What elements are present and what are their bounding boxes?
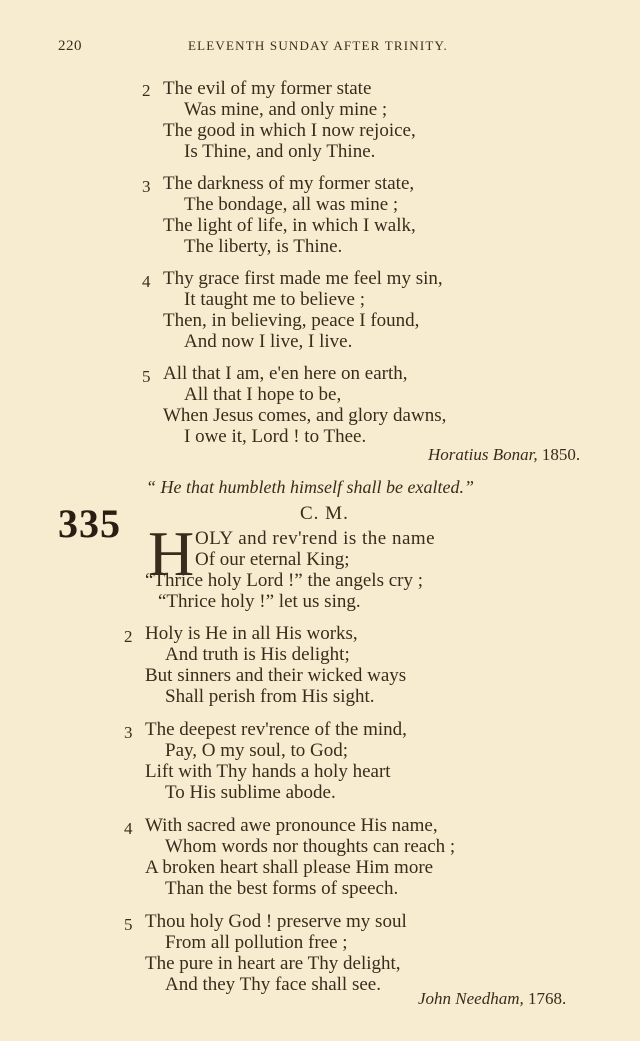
verse-line: The bondage, all was mine ; xyxy=(184,194,399,215)
verse-line: “Thrice holy !” let us sing. xyxy=(158,591,361,612)
verse-line: To His sublime abode. xyxy=(165,782,336,803)
hymn-attribution xyxy=(418,989,566,1009)
verse-line: Pay, O my soul, to God; xyxy=(165,740,348,761)
verse-line: From all pollution free ; xyxy=(165,932,348,953)
stanza-number: 5 xyxy=(142,367,151,386)
author-year: 1768. xyxy=(528,989,567,1008)
verse-line: Was mine, and only mine ; xyxy=(184,99,388,120)
running-title: ELEVENTH SUNDAY AFTER TRINITY. xyxy=(188,38,448,53)
verse-line: Lift with Thy hands a holy heart xyxy=(145,761,391,782)
verse-line: The evil of my former state xyxy=(163,78,372,99)
verse-line: I owe it, Lord ! to Thee. xyxy=(184,426,367,447)
verse-line: Holy is He in all His works, xyxy=(145,623,358,644)
verse-line: The liberty, is Thine. xyxy=(184,236,343,257)
verse-line: Thy grace first made me feel my sin, xyxy=(163,268,443,289)
verse-line: The pure in heart are Thy delight, xyxy=(145,953,401,974)
verse-line: Then, in believing, peace I found, xyxy=(163,310,420,331)
verse-line: Is Thine, and only Thine. xyxy=(184,141,376,162)
stanza-number: 4 xyxy=(142,272,151,291)
stanza-number: 4 xyxy=(124,819,133,838)
verse-line: Thou holy God ! preserve my soul xyxy=(145,911,407,932)
verse-line: When Jesus comes, and glory dawns, xyxy=(163,405,447,426)
verse-line: But sinners and their wicked ways xyxy=(145,665,407,686)
verse-line: Whom words nor thoughts can reach ; xyxy=(165,836,456,857)
verse-line: “Thrice holy Lord !” the angels cry ; xyxy=(145,570,424,591)
verse-line: All that I am, e'en here on earth, xyxy=(163,363,408,384)
hymn-motto: “ He that humbleth himself shall be exalted.” xyxy=(146,477,474,497)
verse-line: Than the best forms of speech. xyxy=(165,878,399,899)
hymn-meter: C. M. xyxy=(300,503,349,524)
verse-line: It taught me to believe ; xyxy=(184,289,365,310)
page-number: 220 xyxy=(58,38,82,54)
verse-line: With sacred awe pronounce His name, xyxy=(145,815,438,836)
verse-line: The light of life, in which I walk, xyxy=(163,215,416,236)
stanza-number: 2 xyxy=(124,627,133,646)
verse-line: The darkness of my former state, xyxy=(163,173,415,194)
verse-line: The good in which I now rejoice, xyxy=(163,120,416,141)
author-year: 1850. xyxy=(541,445,581,464)
hymn-number: 335 xyxy=(58,501,121,546)
stanza-number: 3 xyxy=(124,723,133,742)
verse-line: OLY and rev'rend is the name xyxy=(195,528,436,549)
author-name: John Needham, xyxy=(418,989,524,1008)
verse-line: And truth is His delight; xyxy=(165,644,350,665)
verse-line: Shall perish from His sight. xyxy=(165,686,375,707)
verse-line: And now I live, I live. xyxy=(184,331,353,352)
verse-line: The deepest rev'rence of the mind, xyxy=(145,719,407,740)
verse-line: Of our eternal King; xyxy=(195,549,350,570)
stanza-number: 2 xyxy=(142,81,151,100)
stanza-number: 3 xyxy=(142,177,151,196)
verse-line: All that I hope to be, xyxy=(184,384,342,405)
verse-line: A broken heart shall please Him more xyxy=(145,857,434,878)
verse-line: And they Thy face shall see. xyxy=(165,974,381,995)
hymn-attribution xyxy=(428,445,580,465)
stanza-number: 5 xyxy=(124,915,133,934)
drop-cap: H xyxy=(148,518,195,589)
author-name: Horatius Bonar, xyxy=(428,445,538,464)
